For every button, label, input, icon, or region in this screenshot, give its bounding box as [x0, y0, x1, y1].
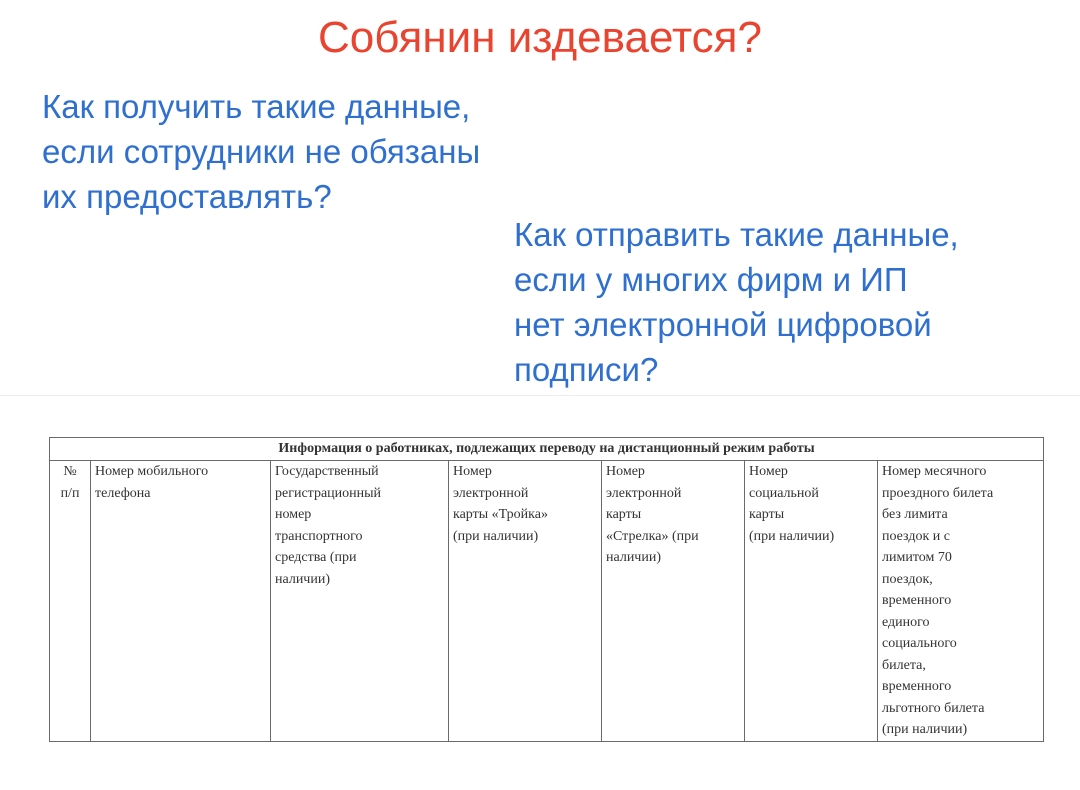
column-header-vehicle-registration: Государственный регистрационный номер транспортного средства (при наличии): [271, 461, 449, 742]
column-header-number: № п/п: [50, 461, 91, 742]
table-caption: Информация о работниках, подлежащих переводу на дистанционный режим работы: [50, 438, 1044, 461]
document-table: [49, 437, 1044, 742]
column-header-troika-card: Номер электронной карты «Тройка» (при наличии): [449, 461, 602, 742]
column-header-social-card: Номер социальной карты (при наличии): [745, 461, 878, 742]
question-employees-data: Как получить такие данные, если сотрудники не обязаны их предоставлять?: [42, 88, 481, 215]
table-header-row: [50, 461, 1044, 742]
page-title: Собянин издевается?: [318, 13, 762, 62]
divider: [0, 395, 1080, 396]
column-header-mobile-phone: Номер мобильного телефона: [91, 461, 271, 742]
column-header-monthly-ticket: Номер месячного проездного билета без лимита поездок и с лимитом 70 поездок, временного единого социального билета, временного льготного билета (при наличии): [878, 461, 1044, 742]
column-header-strelka-card: Номер электронной карты «Стрелка» (при наличии): [602, 461, 745, 742]
question-digital-signature: Как отправить такие данные, если у многих фирм и ИП нет электронной цифровой подписи?: [514, 216, 959, 388]
